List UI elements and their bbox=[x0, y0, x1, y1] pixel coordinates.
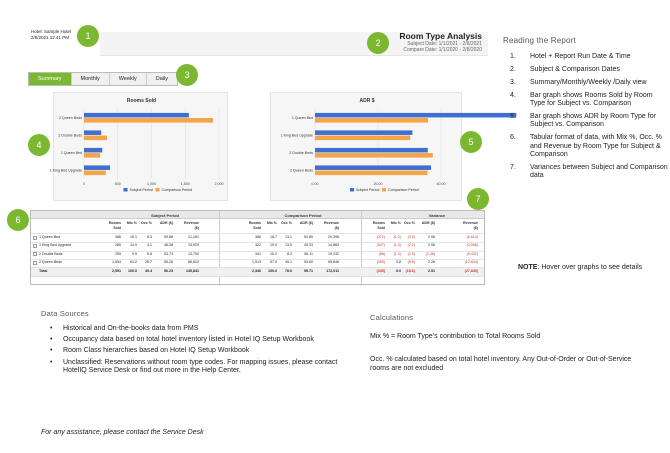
table-cell: 2,346 bbox=[252, 268, 261, 273]
adr-chart-title: ADR $ bbox=[359, 98, 375, 104]
comparison-bar[interactable] bbox=[84, 136, 107, 141]
column-header[interactable]: Revenue ($) bbox=[324, 221, 339, 230]
category-label: 2 Double Beds bbox=[289, 151, 313, 156]
comparison-bar[interactable] bbox=[315, 153, 433, 158]
adr-chart[interactable] bbox=[270, 92, 462, 201]
column-header[interactable]: Occ % bbox=[404, 221, 415, 225]
guide-step-number: 6. bbox=[510, 134, 516, 142]
table-cell: 15.1 bbox=[130, 235, 137, 239]
table-cell: 56.23 bbox=[164, 268, 173, 273]
rooms-sold-chart-title: Rooms Sold bbox=[126, 98, 157, 104]
group-label: Comparison Period bbox=[284, 212, 322, 218]
table-cell: 53.73 bbox=[164, 251, 173, 256]
row-room-type: 1 King Bed Upgrade bbox=[39, 243, 72, 248]
subject-bar[interactable] bbox=[315, 165, 431, 170]
table-cell: 14,883 bbox=[328, 243, 339, 248]
column-header[interactable]: Rooms Sold bbox=[248, 221, 261, 230]
table-cell: 15.0 bbox=[270, 243, 277, 248]
table-cell: (345) bbox=[376, 268, 385, 273]
subject-bar[interactable] bbox=[84, 148, 102, 153]
table-cell: 0.0 bbox=[396, 268, 401, 273]
legend-swatch bbox=[382, 188, 386, 192]
category-label: 1 King Bed Upgrade bbox=[49, 168, 82, 173]
subject-bar[interactable] bbox=[315, 148, 428, 153]
badge-3: 3 bbox=[176, 64, 198, 86]
category-label: 2 Queen Beds bbox=[59, 116, 82, 121]
guide-step bbox=[510, 134, 668, 159]
comparison-bar[interactable] bbox=[84, 171, 106, 176]
column-header[interactable]: ADR ($) bbox=[299, 221, 313, 225]
note-text: : Hover over graphs to see details bbox=[537, 264, 643, 271]
group-label: Variance bbox=[428, 212, 446, 218]
table-cell: 55.26 bbox=[164, 260, 173, 265]
comparison-bar[interactable] bbox=[315, 136, 410, 141]
total-row-label: Total bbox=[39, 268, 48, 273]
category-label: 2 Queen Beds bbox=[290, 168, 313, 173]
hotel-name: Hotel: Sample Hotel bbox=[31, 29, 72, 34]
row-room-type: 1 Queen Bed bbox=[39, 235, 61, 239]
comparison-bar[interactable] bbox=[315, 118, 428, 123]
table-cell: 2.26 bbox=[428, 260, 435, 265]
column-header[interactable]: Rooms Sold bbox=[108, 221, 121, 230]
table-cell: 285 bbox=[115, 243, 121, 248]
guide-step-number: 7. bbox=[510, 164, 516, 172]
expand-icon[interactable] bbox=[33, 244, 37, 248]
table-cell: 53.60 bbox=[304, 260, 313, 265]
table-cell: 40.4 bbox=[145, 268, 152, 273]
column-header[interactable]: Mix % bbox=[390, 221, 401, 225]
table-cell: (86) bbox=[378, 251, 385, 256]
guide-title: Reading the Report bbox=[503, 36, 576, 45]
subject-bar[interactable] bbox=[84, 113, 189, 118]
table-cell: (1.3) bbox=[393, 251, 401, 256]
data-sources-list bbox=[50, 325, 350, 378]
table-cell: 21,161 bbox=[188, 235, 199, 239]
guide-steps bbox=[510, 53, 668, 185]
column-header[interactable]: Rooms Sold bbox=[372, 221, 385, 230]
guide-step bbox=[510, 79, 668, 87]
rooms-sold-chart[interactable] bbox=[49, 92, 228, 201]
table-cell: 255 bbox=[115, 251, 121, 256]
legend-swatch bbox=[350, 188, 354, 192]
table-cell: (2.38) bbox=[425, 251, 435, 256]
guide-step-number: 3. bbox=[510, 78, 516, 86]
subject-date: Subject Date: 1/1/2021 - 2/8/2021 bbox=[407, 41, 482, 47]
table-cell: (6,613) bbox=[466, 235, 478, 239]
table-cell: (2.5) bbox=[407, 251, 415, 256]
badge-7: 7 bbox=[467, 188, 489, 210]
group-label: Subject Period bbox=[150, 212, 179, 218]
column-header[interactable]: ADR ($) bbox=[421, 221, 435, 225]
table-cell: 8.3 bbox=[147, 235, 152, 239]
tab-summary[interactable]: Summary bbox=[29, 73, 72, 85]
column-header[interactable]: Revenue ($) bbox=[463, 221, 478, 230]
guide-step-number: 2. bbox=[510, 65, 516, 73]
table-cell: 2.51 bbox=[428, 268, 435, 273]
table-cell: (1.3) bbox=[393, 243, 401, 248]
header-divider bbox=[31, 233, 484, 234]
table-cell: 386 bbox=[255, 235, 261, 239]
table-cell: (12,834) bbox=[464, 260, 478, 265]
data-sources-title: Data Sources bbox=[41, 309, 89, 318]
x-tick-label: 40.00 bbox=[436, 182, 446, 186]
guide-step-text: Hotel + Report Run Date & Time bbox=[530, 53, 631, 60]
table-cell: (347) bbox=[376, 243, 385, 248]
compare-date: Compare Date: 1/1/2020 - 2/8/2020 bbox=[403, 47, 482, 53]
guide-step bbox=[510, 113, 668, 130]
table-cell: (18.6) bbox=[405, 268, 415, 273]
table-cell: 100.0 bbox=[128, 268, 137, 273]
table-cell: 386 bbox=[115, 235, 121, 239]
badge-4: 4 bbox=[28, 134, 50, 156]
tab-daily[interactable]: Daily bbox=[147, 73, 177, 85]
tab-weekly[interactable]: Weekly bbox=[110, 73, 147, 85]
table-cell: 57.3 bbox=[270, 260, 277, 265]
table-cell: 10.2 bbox=[270, 251, 277, 256]
table-cell: 9.9 bbox=[132, 251, 137, 256]
guide-step-text: Subject & Comparison Dates bbox=[530, 65, 620, 73]
table-cell: 20,396 bbox=[328, 235, 339, 239]
table-cell: 1,913 bbox=[252, 260, 261, 265]
tab-monthly[interactable]: Monthly bbox=[72, 73, 110, 85]
table-cell: 2.06 bbox=[428, 235, 435, 239]
row-room-type: 2 Queen Beds bbox=[39, 260, 62, 265]
guide-step-text: Variances between Subject and Comparison data bbox=[530, 164, 668, 180]
hotel-info bbox=[31, 29, 71, 41]
x-tick-label: 1,000 bbox=[147, 182, 156, 186]
view-tabs bbox=[28, 72, 178, 86]
row-room-type: 2 Double Beds bbox=[39, 251, 63, 256]
table-cell: (5,432) bbox=[466, 251, 478, 256]
legend-label: Subject Period bbox=[129, 188, 153, 192]
table-cell: (8.6) bbox=[407, 260, 415, 265]
table-cell: 1,554 bbox=[112, 260, 121, 265]
comparison-bar[interactable] bbox=[84, 118, 213, 123]
table-cell: (2.2) bbox=[407, 243, 415, 248]
table-cell: 45.1 bbox=[285, 260, 292, 265]
table-cell: (4.9) bbox=[407, 235, 415, 239]
guide-step-text: Tabular format of data, with Mix %, Occ. % and Revenue by Room Type for Subject & Comparison bbox=[530, 134, 662, 159]
guide-step-text: Bar graph shows Rooms Sold by Room Type for Subject vs. Comparison bbox=[530, 91, 653, 108]
table-cell: 341 bbox=[255, 251, 261, 256]
assistance-note: For any assistance, please contact the Service Desk bbox=[41, 429, 204, 436]
table-cell: 56.11 bbox=[304, 251, 313, 256]
table-cell: 95.88 bbox=[164, 235, 173, 239]
guide-step bbox=[510, 164, 668, 181]
column-header[interactable]: Occ % bbox=[281, 221, 292, 225]
row-divider bbox=[31, 276, 484, 277]
guide-step-number: 5. bbox=[510, 113, 516, 121]
guide-step-number: 4. bbox=[510, 91, 516, 99]
table-cell: (3,068) bbox=[466, 243, 478, 248]
subject-bar[interactable] bbox=[84, 130, 101, 135]
guide-note bbox=[518, 263, 666, 272]
table-cell: 95,646 bbox=[328, 260, 339, 265]
table-cell: 45.33 bbox=[304, 243, 313, 248]
table-cell: (359) bbox=[376, 260, 385, 265]
comparison-bar[interactable] bbox=[84, 153, 100, 158]
guide-step bbox=[510, 53, 668, 61]
table-cell: 145,841 bbox=[186, 268, 199, 273]
x-tick-label: 0 bbox=[83, 182, 85, 186]
guide-step-text: Summary/Monthly/Weekly /Daily view bbox=[530, 78, 647, 86]
expand-icon[interactable] bbox=[33, 252, 37, 256]
table-cell: 55.71 bbox=[304, 268, 313, 273]
category-label: 1 King Bed Upgrade bbox=[280, 133, 313, 138]
x-tick-label: 2,000 bbox=[214, 182, 224, 186]
rooms-sold-plot bbox=[49, 93, 229, 202]
room-type-table bbox=[30, 210, 485, 285]
column-header[interactable]: Occ % bbox=[141, 221, 152, 225]
legend-swatch bbox=[156, 188, 160, 192]
table-cell: 8.3 bbox=[287, 251, 292, 256]
table-cell: 61.2 bbox=[130, 260, 137, 265]
table-cell: 322 bbox=[255, 243, 261, 248]
table-cell: (1.2) bbox=[393, 235, 401, 239]
badge-5: 5 bbox=[460, 131, 482, 153]
table-cell: 13.1 bbox=[285, 235, 292, 239]
report-title: Room Type Analysis bbox=[399, 31, 482, 41]
table-cell: 86,812 bbox=[188, 260, 199, 265]
guide-step-number: 1. bbox=[510, 53, 516, 60]
table-cell: 3.1 bbox=[147, 243, 152, 248]
guide-step bbox=[510, 92, 668, 109]
category-label: 2 Double Beds bbox=[58, 133, 82, 138]
data-source-item: • Room Class hierarchies based on Hotel IQ Setup Workbook bbox=[50, 347, 350, 356]
legend-label: Comparison Period bbox=[388, 188, 419, 192]
x-tick-label: 500 bbox=[114, 182, 121, 186]
column-header[interactable]: Mix % bbox=[266, 221, 277, 225]
table-cell: 46.38 bbox=[164, 243, 173, 248]
adr-plot bbox=[271, 93, 463, 202]
table-cell: 16.7 bbox=[270, 235, 277, 239]
table-cell: 78.0 bbox=[285, 268, 292, 273]
x-tick-label: 20.00 bbox=[373, 182, 383, 186]
calc-occ: Occ. % calculated based on total hotel inventory. Any Out-of-Order or Out-of-Service rooms are not excluded bbox=[370, 356, 632, 372]
table-cell: 19,132 bbox=[328, 251, 339, 256]
category-label: 1 Queen Bed bbox=[291, 116, 313, 121]
table-cell: 13.5 bbox=[285, 243, 292, 248]
column-header[interactable]: Revenue ($) bbox=[184, 221, 199, 230]
table-cell: 172,011 bbox=[326, 268, 339, 273]
calc-mix: Mix % = Room Type’s contribution to Total Rooms Sold bbox=[370, 333, 541, 340]
note-label: NOTE bbox=[518, 264, 538, 271]
category-label: 1 Queen Bed bbox=[60, 151, 82, 156]
table-cell: 2,591 bbox=[112, 268, 121, 273]
guide-step bbox=[510, 66, 668, 74]
column-header[interactable]: ADR ($) bbox=[159, 221, 173, 225]
table-cell: 14.9 bbox=[130, 243, 137, 248]
table-cell: 26.7 bbox=[145, 260, 152, 265]
table-cell: 100.0 bbox=[268, 268, 277, 273]
x-tick-label: 1,500 bbox=[180, 182, 190, 186]
table-cell: 2.06 bbox=[428, 243, 435, 248]
badge-6: 6 bbox=[7, 209, 29, 231]
table-cell: 3.8 bbox=[396, 260, 401, 265]
comparison-bar[interactable] bbox=[315, 171, 428, 176]
data-source-item: • Historical and On-the-books data from PMS bbox=[50, 325, 350, 334]
table-cell: 5.8 bbox=[147, 251, 152, 256]
guide-step-text: Bar graph shows ADR by Room Type for Subject vs. Comparison bbox=[530, 113, 656, 129]
table-cell: 53.85 bbox=[304, 235, 313, 239]
run-datetime: 2/5/2021 12:41 PM bbox=[31, 35, 70, 40]
legend-label: Subject Period bbox=[356, 188, 380, 192]
data-source-item: • Unclassified: Reservations without room type codes. For mapping issues, please contact HotelIQ Service Desk or find out more in the Help Center. bbox=[50, 359, 350, 376]
subject-bar[interactable] bbox=[315, 113, 516, 118]
legend-swatch bbox=[124, 188, 128, 192]
column-header[interactable]: Mix % bbox=[126, 221, 137, 225]
table-cell: 13,700 bbox=[188, 251, 199, 256]
expand-icon[interactable] bbox=[33, 261, 37, 265]
subject-bar[interactable] bbox=[84, 165, 110, 170]
badge-1: 1 bbox=[77, 25, 99, 47]
data-source-item: • Occupancy data based on total hotel inventory listed in Hotel IQ Setup Workbook bbox=[50, 336, 350, 345]
table-cell: (27,849) bbox=[464, 268, 478, 273]
x-tick-label: 0.00 bbox=[311, 182, 319, 186]
table-cell: 13,929 bbox=[188, 243, 199, 248]
expand-icon[interactable] bbox=[33, 236, 37, 240]
calculations-title: Calculations bbox=[370, 313, 414, 322]
badge-2: 2 bbox=[367, 32, 389, 54]
legend-label: Comparison Period bbox=[161, 188, 193, 192]
subject-bar[interactable] bbox=[315, 130, 412, 135]
table-cell: (371) bbox=[376, 235, 385, 239]
